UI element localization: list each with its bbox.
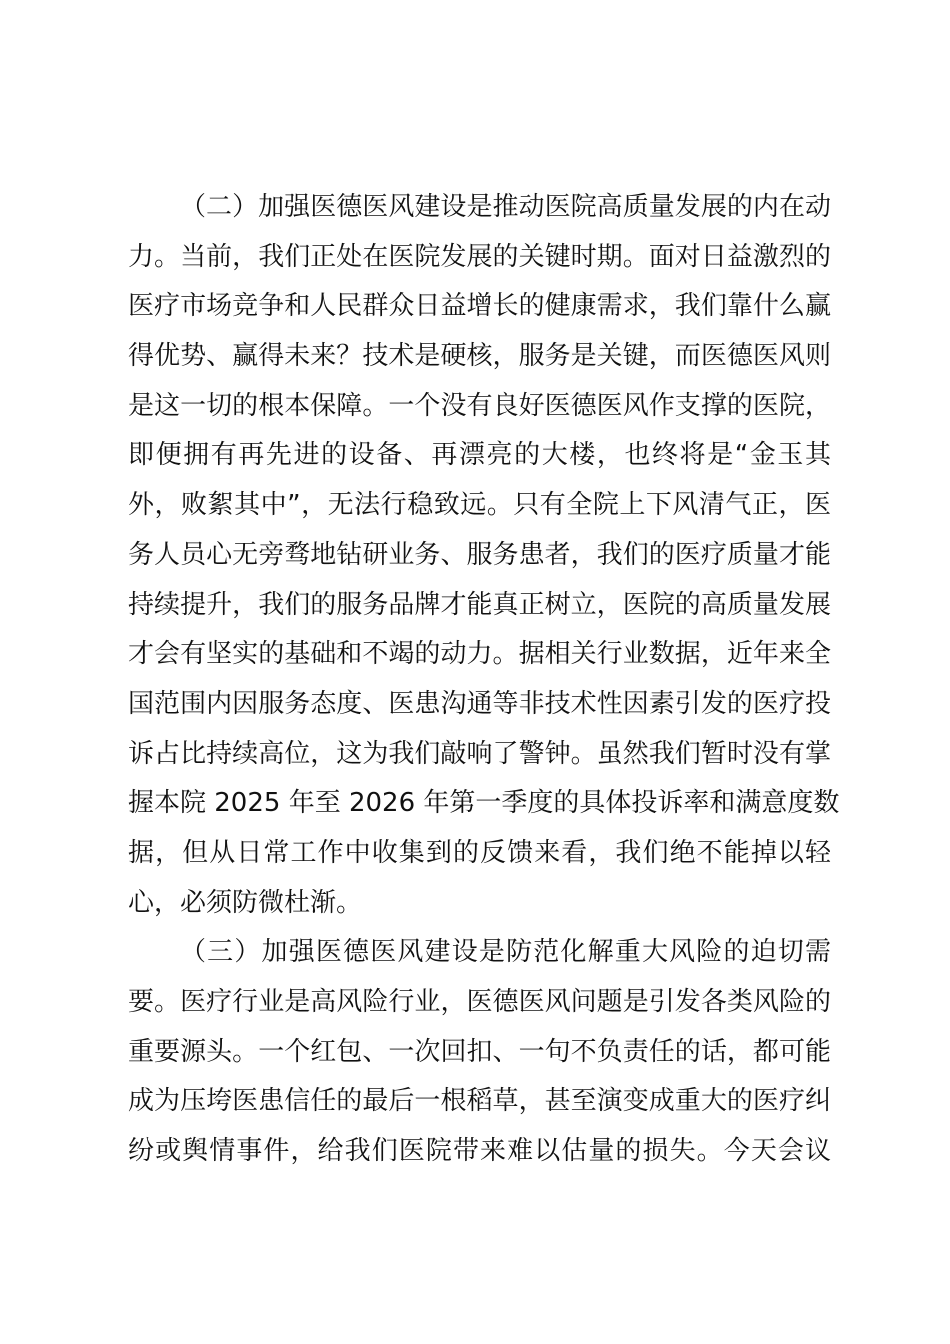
text-line: 即便拥有再先进的设备、再漂亮的大楼，也终将是“金玉其	[128, 440, 831, 471]
text-line: 诉占比持续高位，这为我们敲响了警钟。虽然我们暂时没有掌	[128, 738, 831, 769]
text-line: （三）加强医德医风建设是防范化解重大风险的迫切需	[180, 937, 831, 968]
text-line: 务人员心无旁骛地钻研业务、服务患者，我们的医疗质量才能	[128, 539, 831, 570]
document-page	[128, 183, 840, 1177]
text-line: 才会有坚实的基础和不竭的动力。据相关行业数据，近年来全	[128, 639, 831, 670]
text-line: 重要源头。一个红包、一次回扣、一句不负责任的话，都可能	[128, 1036, 831, 1067]
text-line: （二）加强医德医风建设是推动医院高质量发展的内在动	[180, 192, 831, 222]
text-line: 成为压垮医患信任的最后一根稻草，甚至演变成重大的医疗纠	[128, 1086, 831, 1117]
text-line: 外，败絮其中”，无法行稳致远。只有全院上下风清气正，医	[128, 490, 831, 521]
paragraph-2	[128, 183, 840, 928]
text-line: 要。医疗行业是高风险行业，医德医风问题是引发各类风险的	[128, 987, 831, 1017]
text-line: 持续提升，我们的服务品牌才能真正树立，医院的高质量发展	[128, 589, 831, 620]
paragraph-3	[128, 928, 831, 1176]
text-line: 力。当前，我们正处在医院发展的关键时期。面对日益激烈的	[128, 241, 831, 272]
text-line: 是这一切的根本保障。一个没有良好医德医风作支撑的医院，	[128, 390, 831, 421]
text-line: 握本院 2025 年至 2026 年第一季度的具体投诉率和满意度数	[128, 788, 840, 819]
text-line: 得优势、赢得未来？技术是硬核，服务是关键，而医德医风则	[128, 341, 831, 372]
text-line: 据，但从日常工作中收集到的反馈来看，我们绝不能掉以轻	[128, 837, 831, 868]
text-line: 心，必须防微杜渐。	[128, 887, 363, 918]
text-line: 医疗市场竞争和人民群众日益增长的健康需求，我们靠什么赢	[128, 291, 831, 322]
text-line: 国范围内因服务态度、医患沟通等非技术性因素引发的医疗投	[128, 688, 831, 719]
text-line: 纷或舆情事件，给我们医院带来难以估量的损失。今天会议	[128, 1136, 831, 1167]
